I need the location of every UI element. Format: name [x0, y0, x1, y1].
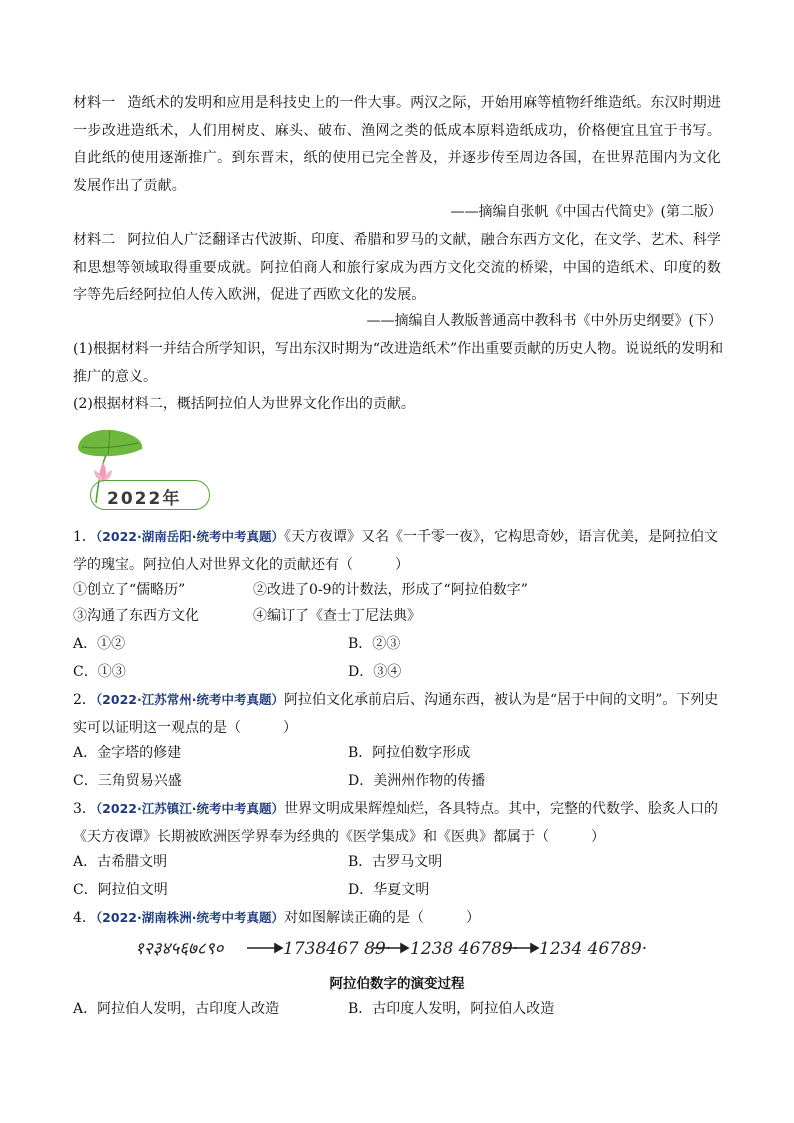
option-row: [73, 769, 723, 793]
option-row: [73, 660, 723, 684]
material-one-label: 材料一: [73, 95, 116, 111]
statement: ③沟通了东西方文化: [73, 608, 199, 624]
option-d[interactable]: D．③④: [348, 664, 402, 680]
option-row: [73, 850, 723, 874]
option-c[interactable]: C．阿拉伯文明: [73, 882, 168, 898]
question-source: （2022·湖南株洲·统考中考真题）: [95, 910, 284, 925]
numeral-stage-4: 1234 46789·: [539, 939, 648, 959]
numeral-stage-2: 1738467 89·: [283, 939, 392, 959]
question-1: [73, 523, 725, 579]
question-4: [73, 904, 725, 933]
material-two-source: ——摘编自人教版普通高中教科书《中外历史纲要》(下）: [366, 313, 722, 329]
option-c[interactable]: C．三角贸易兴盛: [73, 773, 182, 789]
option-row: [73, 632, 723, 656]
question-number: 3．: [73, 801, 96, 817]
material-one-text: 造纸术的发明和应用是科技史上的一件大事。两汉之际，开始用麻等植物纤维造纸。东汉时期进一步改进造纸术，人们用树皮、麻头、破布、渔网之类的低成本原料造纸成功，价格便宜且宜于书写。自此纸的使用逐渐推广。到东晋末，纸的使用已完全普及，并逐步传至周边各国，在世界范围内为文化发展作出了贡献。: [73, 95, 721, 194]
option-b[interactable]: B．②③: [348, 636, 401, 652]
numeral-stage-1: १२३४५६७८९०: [135, 939, 224, 959]
sub-question-1: (1)根据材料一并结合所学知识，写出东汉时期为“改进造纸术”作出重要贡献的历史人物。说说纸的发明和推广的意义。: [73, 341, 724, 385]
arrowhead-icon: [401, 944, 408, 952]
statement: ②改进了0-9的计数法，形成了“阿拉伯数字”: [253, 582, 528, 598]
question-source: （2022·江苏常州·统考中考真题）: [95, 692, 284, 707]
option-a[interactable]: A．金字塔的修建: [73, 745, 182, 761]
question-number: 4．: [73, 910, 96, 926]
material-one: [73, 90, 721, 200]
arrowhead-icon: [531, 944, 538, 952]
option-row: [73, 878, 723, 902]
numeral-stage-3: 1238 46789·: [410, 939, 519, 959]
material-two-text: 阿拉伯人广泛翻译古代波斯、印度、希腊和罗马的文献，融合东西方文化，在文学、艺术、科学和思想等领域取得重要成就。阿拉伯商人和旅行家成为西方文化交流的桥梁，中国的造纸术、印度的数字等先后经阿拉伯人传入欧洲，促进了西欧文化的发展。: [73, 232, 721, 303]
statement-row: [73, 578, 723, 602]
option-b[interactable]: B．古印度人发明，阿拉伯人改造: [348, 1001, 555, 1017]
option-a[interactable]: A．阿拉伯人发明，古印度人改造: [73, 1001, 280, 1017]
option-b[interactable]: B．古罗马文明: [348, 854, 443, 870]
option-a[interactable]: A．古希腊文明: [73, 854, 168, 870]
question-stem: 对如图解读正确的是（ ）: [283, 910, 480, 926]
option-row: [73, 741, 723, 765]
question-source: （2022·湖南岳阳·统考中考真题）: [95, 529, 284, 544]
material-two-label: 材料二: [73, 232, 116, 248]
option-c[interactable]: C．①③: [73, 664, 126, 680]
section-year-badge: [90, 480, 210, 510]
material-two: [73, 227, 721, 310]
option-b[interactable]: B．阿拉伯数字形成: [348, 745, 471, 761]
option-d[interactable]: D．华夏文明: [348, 882, 430, 898]
option-a[interactable]: A．①②: [73, 636, 126, 652]
numeral-evolution-figure: [135, 935, 675, 961]
option-row: [73, 997, 723, 1021]
statement: ①创立了“儒略历”: [73, 582, 186, 598]
statement: ④编订了《查士丁尼法典》: [253, 608, 421, 624]
question-2: [73, 686, 725, 742]
question-stem: 阿拉伯文化承前启后、沟通东西，被认为是“居于中间的文明”。下列史实可以证明这一观点的是（ ）: [73, 692, 719, 736]
arrowhead-icon: [275, 944, 282, 952]
question-source: （2022·江苏镇江·统考中考真题）: [95, 801, 284, 816]
statement-row: [73, 604, 723, 628]
material-one-source: ——摘编自张帆《中国古代简史》(第二版）: [450, 204, 722, 220]
question-number: 1．: [73, 529, 96, 545]
question-stem: 《天方夜谭》又名《一千零一夜》，它构思奇妙，语言优美，是阿拉伯文学的瑰宝。阿拉伯人对世界文化的贡献还有（ ）: [73, 529, 718, 573]
question-number: 2．: [73, 692, 96, 708]
sub-question-2: (2)根据材料二，概括阿拉伯人为世界文化作出的贡献。: [73, 396, 415, 412]
question-stem: 世界文明成果辉煌灿烂，各具特点。其中，完整的代数学、脍炙人口的《天方夜谭》长期被欧洲医学界奉为经典的《医学集成》和《医典》都属于（ ）: [73, 801, 718, 845]
section-title: 2022年: [107, 489, 182, 509]
option-d[interactable]: D．美洲州作物的传播: [348, 773, 486, 789]
question-3: [73, 795, 725, 851]
figure-caption: 阿拉伯数字的演变过程: [329, 976, 465, 992]
